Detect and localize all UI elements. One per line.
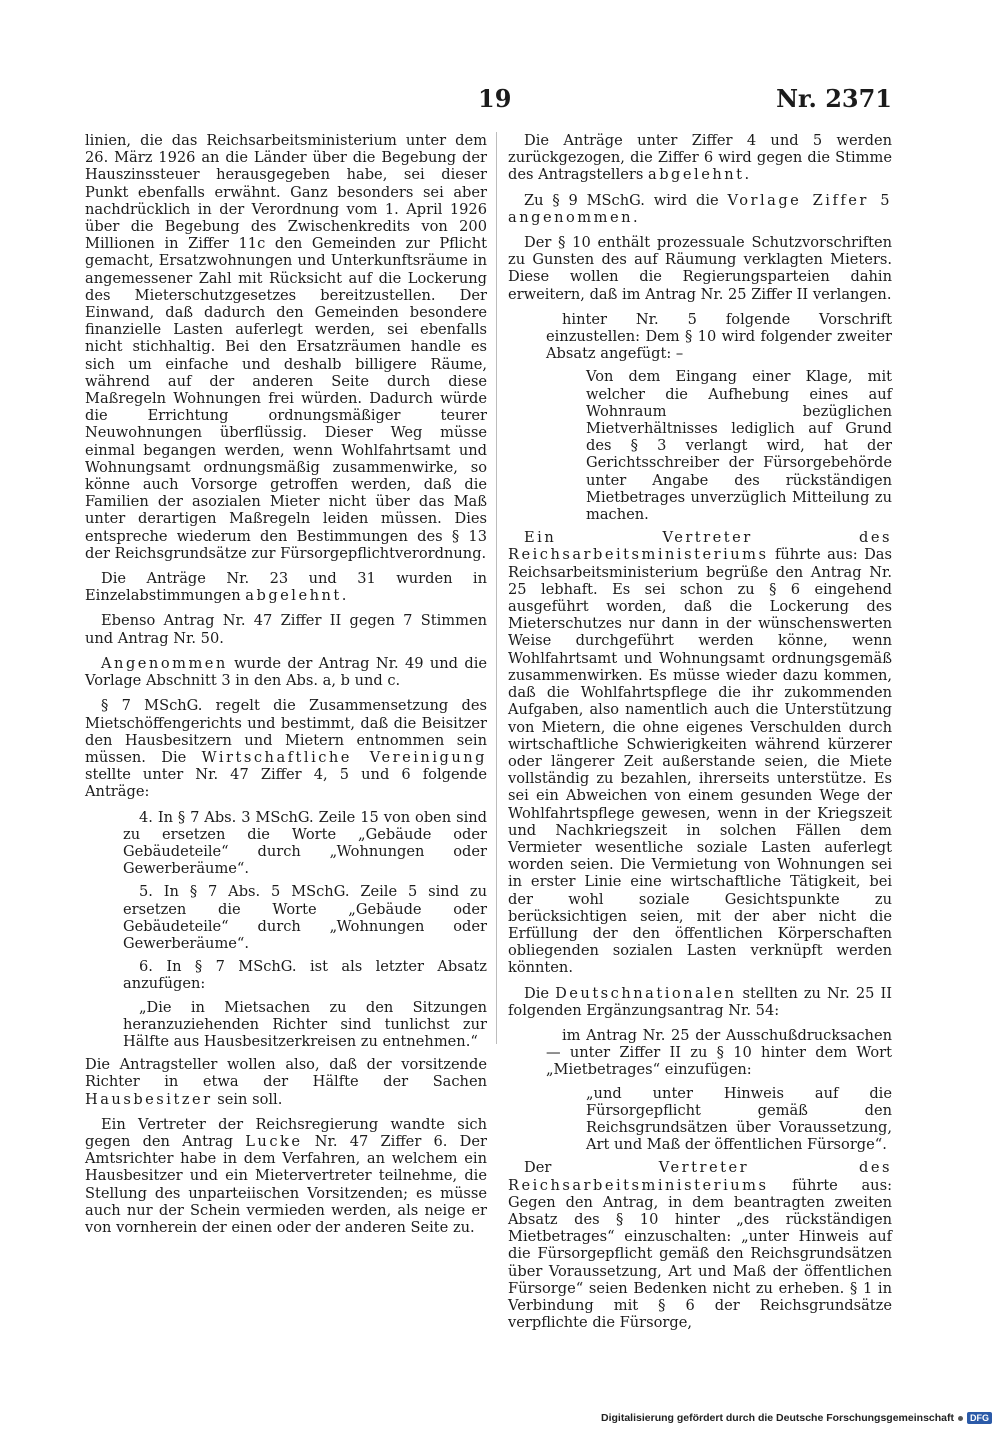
spaced-text: Wirtschaftliche Vereinigung	[201, 748, 487, 766]
page-number: 19	[478, 84, 512, 113]
quoted-item: 4. In § 7 Abs. 3 MSchG. Zeile 15 von oben sind zu ersetzen die Worte „Gebäude oder Gebäudeteile“ durch „Wohnungen oder Gewerberäume“.	[123, 808, 487, 878]
text: wurde der Antrag Nr. 49 und die Vorlage Abschnitt 3 in den Abs. a, b und c.	[85, 654, 487, 690]
text: § 7 MSchG. regelt die Zusammensetzung des Mietschöffengerichts und bestimmt, daß die Beisitzer den Hausbesitzern und Mietern entnommen sein müssen. Die	[85, 697, 487, 766]
spaced-text: Hausbesitzer	[85, 1090, 213, 1108]
quoted-text: Von dem Eingang einer Klage, mit welcher die Aufhebung eines auf Wohnraum bezüglichen Mietverhältnisses lediglich auf Grund des § 3 verlangt wird, hat der Gerichtsschreiber der Fürsorgebehörde unter Angabe des rückständigen Mietbetrages unverzüglich Mitteilung zu machen.	[586, 368, 892, 524]
text: Die Antragsteller wollen also, daß der vorsitzende Richter in etwa der Hälfte der Sachen	[85, 1056, 487, 1091]
text: Die	[524, 984, 556, 1002]
text: Zu § 9 MSchG. wird die	[524, 191, 728, 209]
spaced-text: Ein Vertreter des Reichsarbeitsministeriums	[508, 529, 892, 564]
spaced-text: Vertreter des Reichsarbeitsministeriums	[508, 1159, 893, 1194]
paragraph	[85, 655, 487, 689]
paragraph: Ebenso Antrag Nr. 47 Ziffer II gegen 7 Stimmen und Antrag Nr. 50.	[85, 612, 487, 647]
paragraph	[508, 1159, 892, 1331]
paragraph: Der § 10 enthält prozessuale Schutzvorschriften zu Gunsten des auf Räumung verklagten Mieters. Diese wollen die Regierungsparteien dahin erweitern, daß im Antrag Nr. 25 Ziffer II verlangen.	[508, 234, 892, 303]
spaced-text: Lucke	[245, 1132, 303, 1150]
text: stellten zu Nr. 25 II folgenden Ergänzungsantrag Nr. 54:	[508, 984, 892, 1019]
column-divider	[496, 132, 497, 1044]
text: stellte unter Nr. 47 Ziffer 4, 5 und 6 folgende Anträge:	[85, 766, 487, 801]
spaced-text: Deutschnationalen	[555, 984, 737, 1002]
spaced-text: abgelehnt.	[648, 166, 752, 184]
text: Die Anträge unter Ziffer 4 und 5 werden zurückgezogen, die Ziffer 6 wird gegen die Stimme des Antragstellers	[508, 132, 892, 184]
paragraph	[508, 132, 892, 184]
text: Ein Vertreter der Reichsregierung wandte sich gegen den Antrag	[85, 1115, 487, 1150]
quoted-item: 6. In § 7 MSchG. ist als letzter Absatz anzufügen:	[123, 958, 487, 993]
paragraph: linien, die das Reichsarbeitsministerium unter dem 26. März 1926 an die Länder über die Begebung der Hauszinssteuer herausgegeben habe, sei dieser Punkt ebenfalls erwähnt. Ganz besonders sei aber nachdrücklich in der Verordnung vom 1. April 1926 über die Begebung des Zwischenkredits von 200 Millionen in Ziffer 11c den Gemeinden zur Pflicht gemacht, Ersatzwohnungen und Unterkunftsräume in angemessener Zahl mit Rücksicht auf die Lockerung des Mieterschutzgesetzes bereitzustellen. Der Einwand, daß dadurch den Gemeinden besondere finanzielle Lasten auferlegt werden, sei ebenfalls nicht stichhaltig. Bei den Ersatzräumen handle es sich um einfache und deshalb billigere Räume, während auf der anderen Seite durch diese Maßregeln Wohnungen frei würden. Dadurch würde die Errichtung ordnungsmäßiger teurer Neuwohnungen überflüssig. Dieser Weg müsse einmal begangen werden, wenn Wohlfahrtsamt und Wohnungsamt ordnungsmäßig zusammenwirke, so könne auch Vorsorge getroffen werden, daß die Familien der asozialen Mieter nicht über das Maß unter derartigen Maßregeln leiden müssen. Dies entspreche wiederum den Bestimmungen des § 13 der Reichsgrundsätze zur Fürsorgepflichtverordnung.	[85, 132, 487, 562]
text: führte aus: Gegen den Antrag, in dem beantragten zweiten Absatz des § 10 hinter „des rückständigen Mietbetrages“ einzuschalten: „unter Hinweis auf die Fürsorgepflicht gemäß den Reichsgrundsätzen über Voraussetzung, Art und Maß der öffentlichen Fürsorge“ seien Bedenken nicht zu erheben. § 1 in Verbindung mit § 6 der Reichsgrundsätze verpflichte die Fürsorge,	[508, 1176, 892, 1332]
quoted-item: hinter Nr. 5 folgende Vorschrift einzustellen: Dem § 10 wird folgender zweiter Absatz angefügt: –	[546, 310, 892, 363]
spaced-text: Angenommen	[101, 654, 228, 672]
text: Nr. 47 Ziffer 6. Der Amtsrichter habe in dem Verfahren, an welchem ein Hausbesitzer und ein Mietervertreter teilnehme, die Stellung des unparteiischen Vorsitzenden; es müsse auch nur der Schein vermieden werden, als neige er von vornherein der einen oder der anderen Seite zu.	[85, 1132, 487, 1236]
dfg-logo: DFG	[967, 1412, 992, 1424]
quoted-text: „und unter Hinweis auf die Fürsorgepflicht gemäß den Reichsgrundsätzen über Voraussetzung, Art und Maß der öffentlichen Fürsorge“.	[586, 1084, 892, 1154]
quoted-item: im Antrag Nr. 25 der Ausschußdrucksachen — unter Ziffer II zu § 10 hinter dem Wort „Mietbetrages“ einzufügen:	[546, 1026, 892, 1079]
text: Die Anträge Nr. 23 und 31 wurden in Einzelabstimmungen	[85, 570, 487, 605]
page-header	[0, 84, 1000, 124]
text: führte aus: Das Reichsarbeitsministerium begrüße den Antrag Nr. 25 lebhaft. Es sei schon zu § 6 eingehend ausgeführt worden, daß die Lockerung des Mieterschutzes nur dann in der wünschenswerten Weise durchgeführt werden könne, wenn Wohlfahrtsamt und Wohnungsamt ordnungsgemäß zusammenwirken. Es müsse wieder dazu kommen, daß die Wohlfahrtspflege die ihr zukommenden Aufgaben, also namentlich auch die Unterstützung von Mietern, die ohne eigenes Verschulden durch wirtschaftliche Schwierigkeiten während kürzerer oder längerer Zeit außerstande seien, die Miete vollständig zu bezahlen, ihrerseits unterstütze. Es sei ein Abweichen von einem gesunden Wege der Wohlfahrtspflege gewesen, wenn in der Kriegszeit und Nachkriegszeit in solchen Fällen dem Vermieter wesentliche soziale Lasten auferlegt worden seien. Die Vermietung von Wohnungen sei in erster Linie eine wirtschaftliche Tätigkeit, bei der wohl soziale Gesichtspunkte zu berücksichtigen seien, mit der aber nicht die Erfüllung der den öffentlichen Körperschaften obliegenden sozialen Lasten verknüpft werden könnten.	[508, 546, 892, 977]
right-column	[508, 132, 892, 1339]
left-column	[85, 132, 487, 1244]
paragraph	[85, 570, 487, 604]
digitization-credit	[601, 1412, 992, 1424]
text: Der	[524, 1159, 659, 1177]
paragraph	[508, 985, 892, 1019]
paragraph	[508, 192, 892, 226]
document-number: Nr. 2371	[776, 84, 892, 113]
paragraph	[85, 1056, 487, 1108]
paragraph	[508, 529, 892, 976]
spaced-text: Vorlage Ziffer 5 angenommen.	[508, 191, 892, 226]
bullet-icon	[958, 1416, 963, 1421]
credit-text: Digitalisierung gefördert durch die Deutsche Forschungsgemeinschaft	[601, 1412, 954, 1424]
paragraph	[85, 1116, 487, 1236]
spaced-text: abgelehnt.	[245, 587, 349, 605]
quoted-item: 5. In § 7 Abs. 5 MSchG. Zeile 5 sind zu ersetzen die Worte „Gebäude oder Gebäudeteile“ durch „Wohnungen oder Gewerberäume“.	[123, 883, 487, 952]
paragraph	[85, 697, 487, 800]
text: sein soll.	[212, 1090, 283, 1108]
quoted-text: „Die in Mietsachen zu den Sitzungen heranzuziehenden Richter sind tunlichst zur Hälfte aus Hausbesitzerkreisen zu entnehmen.“	[123, 998, 487, 1050]
